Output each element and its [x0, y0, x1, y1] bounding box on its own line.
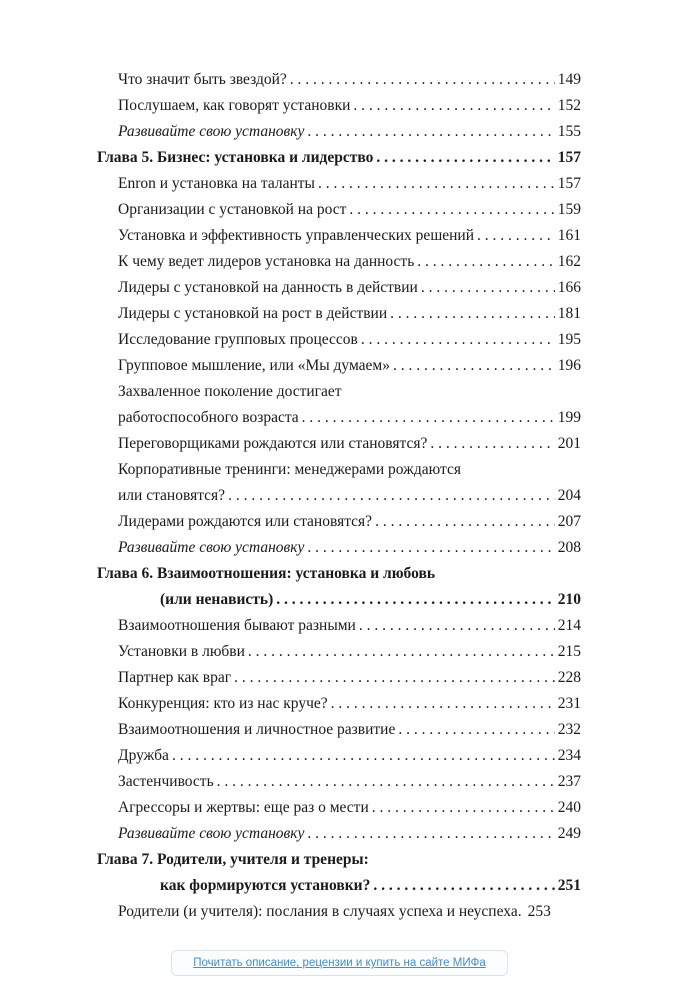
- dot-leader: [302, 409, 555, 427]
- toc-entry-page: 228: [557, 669, 581, 686]
- toc-entry: [118, 193, 581, 219]
- toc-entry-title: Что значит быть звездой?: [118, 71, 287, 88]
- toc-entry-page: 162: [557, 253, 581, 270]
- dot-leader: [331, 695, 555, 713]
- toc-entry-page: 249: [557, 825, 581, 842]
- dot-leader: [376, 149, 554, 167]
- toc-entry: [118, 635, 581, 661]
- toc-entry: [118, 765, 581, 791]
- toc-entry: [118, 895, 581, 921]
- toc-entry-title: Исследование групповых процессов: [118, 331, 358, 348]
- dot-leader: [373, 877, 554, 895]
- dot-leader: [172, 747, 555, 765]
- toc-entry-page: 234: [557, 747, 581, 764]
- toc-entry-title: Взаимоотношения и личностное развитие: [118, 721, 396, 738]
- toc-chapter-heading: [160, 583, 581, 609]
- toc-entry-title: Лидеры с установкой на рост в действии: [118, 305, 388, 322]
- toc-entry: [118, 401, 581, 427]
- dot-leader: [307, 123, 554, 141]
- toc-entry: [118, 687, 581, 713]
- toc-entry-page: 199: [557, 409, 581, 426]
- toc-entry: [118, 245, 581, 271]
- toc-entry: [118, 63, 581, 89]
- dot-leader: [477, 227, 555, 245]
- dot-leader: [248, 643, 555, 661]
- toc-entry-title: Развивайте свою установку: [118, 825, 305, 842]
- toc-entry-title: или становятся?: [118, 487, 226, 504]
- toc-chapter-heading-line: Глава 7. Родители, учителя и тренеры:: [97, 851, 369, 868]
- toc-entry-page: 157: [557, 175, 581, 192]
- toc-entry: [118, 323, 581, 349]
- toc-entry: [118, 349, 581, 375]
- toc-entry: [118, 505, 581, 531]
- dot-leader: [390, 305, 555, 323]
- dot-leader: [217, 773, 555, 791]
- toc-entry: [118, 219, 581, 245]
- toc-entry: [118, 427, 581, 453]
- toc-entry-page: 208: [557, 539, 581, 556]
- dot-leader: [307, 539, 554, 557]
- toc-entry: [118, 115, 581, 141]
- toc-entry-title: Лидерами рождаются или становятся?: [118, 513, 373, 530]
- dot-leader: [393, 357, 555, 375]
- dot-leader: [359, 617, 555, 635]
- toc-entry-page: 159: [557, 201, 581, 218]
- toc-entry-page: 195: [557, 331, 581, 348]
- toc-entry-page: 166: [557, 279, 581, 296]
- toc-entry-title: Enron и установка на таланты: [118, 175, 315, 192]
- toc-entry-title: Групповое мышление, или «Мы думаем»: [118, 357, 390, 374]
- toc-entry-title: Застенчивость: [118, 773, 214, 790]
- toc-chapter-heading: [160, 869, 581, 895]
- toc-entry-title: Установки в любви: [118, 643, 245, 660]
- toc-entry-title: Агрессоры и жертвы: еще раз о мести: [118, 799, 369, 816]
- dot-leader: [361, 331, 555, 349]
- toc-chapter-heading-line: Глава 6. Взаимоотношения: установка и любовь: [97, 565, 436, 582]
- dot-leader: [372, 799, 555, 817]
- toc-entry-title: Организации с установкой на рост: [118, 201, 347, 218]
- toc-entry: [118, 89, 581, 115]
- toc-entry-title: Взаимоотношения бывают разными: [118, 617, 356, 634]
- toc-entry-title: Лидеры с установкой на данность в действии: [118, 279, 418, 296]
- toc-entry-page: 251: [557, 877, 581, 894]
- toc-entry-page: 161: [557, 227, 581, 244]
- toc-entry-title: Глава 5. Бизнес: установка и лидерство: [97, 149, 374, 166]
- toc-entry-title: К чему ведет лидеров установка на данность: [118, 253, 415, 270]
- toc-entry-page: 204: [557, 487, 581, 504]
- dot-leader: [398, 721, 554, 739]
- dot-leader: [290, 71, 555, 89]
- toc-entry: [118, 661, 581, 687]
- toc-entry: [118, 167, 581, 193]
- toc-entry-page: 155: [557, 123, 581, 140]
- dot-leader: [307, 825, 554, 843]
- dot-leader: [353, 97, 554, 115]
- toc-entry-title: Развивайте свою установку: [118, 123, 305, 140]
- toc-entry-page: 157: [557, 149, 581, 166]
- toc-entry-page: 207: [557, 513, 581, 530]
- toc-entry-page: 215: [557, 643, 581, 660]
- toc-entry-page: 196: [557, 357, 581, 374]
- toc-entry-title: Послушаем, как говорят установки: [118, 97, 351, 114]
- toc-entry-title: Установка и эффективность управленческих решений: [118, 227, 475, 244]
- toc-entry-title-line: Захваленное поколение достигает: [118, 383, 342, 400]
- toc-entry-page: 149: [557, 71, 581, 88]
- toc-entry-title: работоспособного возраста: [118, 409, 299, 426]
- dot-leader: [430, 435, 554, 453]
- toc-entry-title: Развивайте свою установку: [118, 539, 305, 556]
- dot-leader: [228, 487, 555, 505]
- toc-entry-title: Дружба: [118, 747, 169, 764]
- dot-leader: [276, 591, 555, 609]
- toc-entry: [118, 531, 581, 557]
- dot-leader: [375, 513, 555, 531]
- toc-entry-page: 152: [557, 97, 581, 114]
- dot-leader: [318, 175, 555, 193]
- toc-entry-page: 253: [527, 903, 551, 920]
- toc-entry-page: 201: [557, 435, 581, 452]
- toc-entry-page: 240: [557, 799, 581, 816]
- toc-entry: [118, 271, 581, 297]
- toc-entry: [118, 791, 581, 817]
- toc-entry-page: 181: [557, 305, 581, 322]
- toc-entry-page: 214: [557, 617, 581, 634]
- toc-entry: [118, 609, 581, 635]
- toc-entry: [118, 713, 581, 739]
- buy-on-mif-link[interactable]: Почитать описание, рецензии и купить на сайте МИФа: [171, 950, 508, 976]
- toc-entry-title: как формируются установки?: [160, 877, 371, 894]
- toc-entry-title: Партнер как враг: [118, 669, 232, 686]
- toc-entry-page: 231: [557, 695, 581, 712]
- toc-entry-title: Переговорщиками рождаются или становятся?: [118, 435, 428, 452]
- toc-entry: [118, 479, 581, 505]
- toc-entry-title: Родители (и учителя): послания в случаях успеха и неуспеха.: [118, 903, 522, 920]
- toc-entry: [118, 297, 581, 323]
- toc-entry: [118, 817, 581, 843]
- toc-chapter-heading: [97, 141, 581, 167]
- toc-entry-page: 232: [557, 721, 581, 738]
- dot-leader: [417, 253, 554, 271]
- dot-leader: [421, 279, 555, 297]
- toc-entry-title-line: Корпоративные тренинги: менеджерами рождаются: [118, 461, 461, 478]
- toc-entry-title: (или ненависть): [160, 591, 274, 608]
- toc-entry-page: 210: [557, 591, 581, 608]
- dot-leader: [234, 669, 555, 687]
- toc-entry: [118, 739, 581, 765]
- toc-entry-page: 237: [557, 773, 581, 790]
- dot-leader: [349, 201, 554, 219]
- toc-entry-title: Конкуренция: кто из нас круче?: [118, 695, 328, 712]
